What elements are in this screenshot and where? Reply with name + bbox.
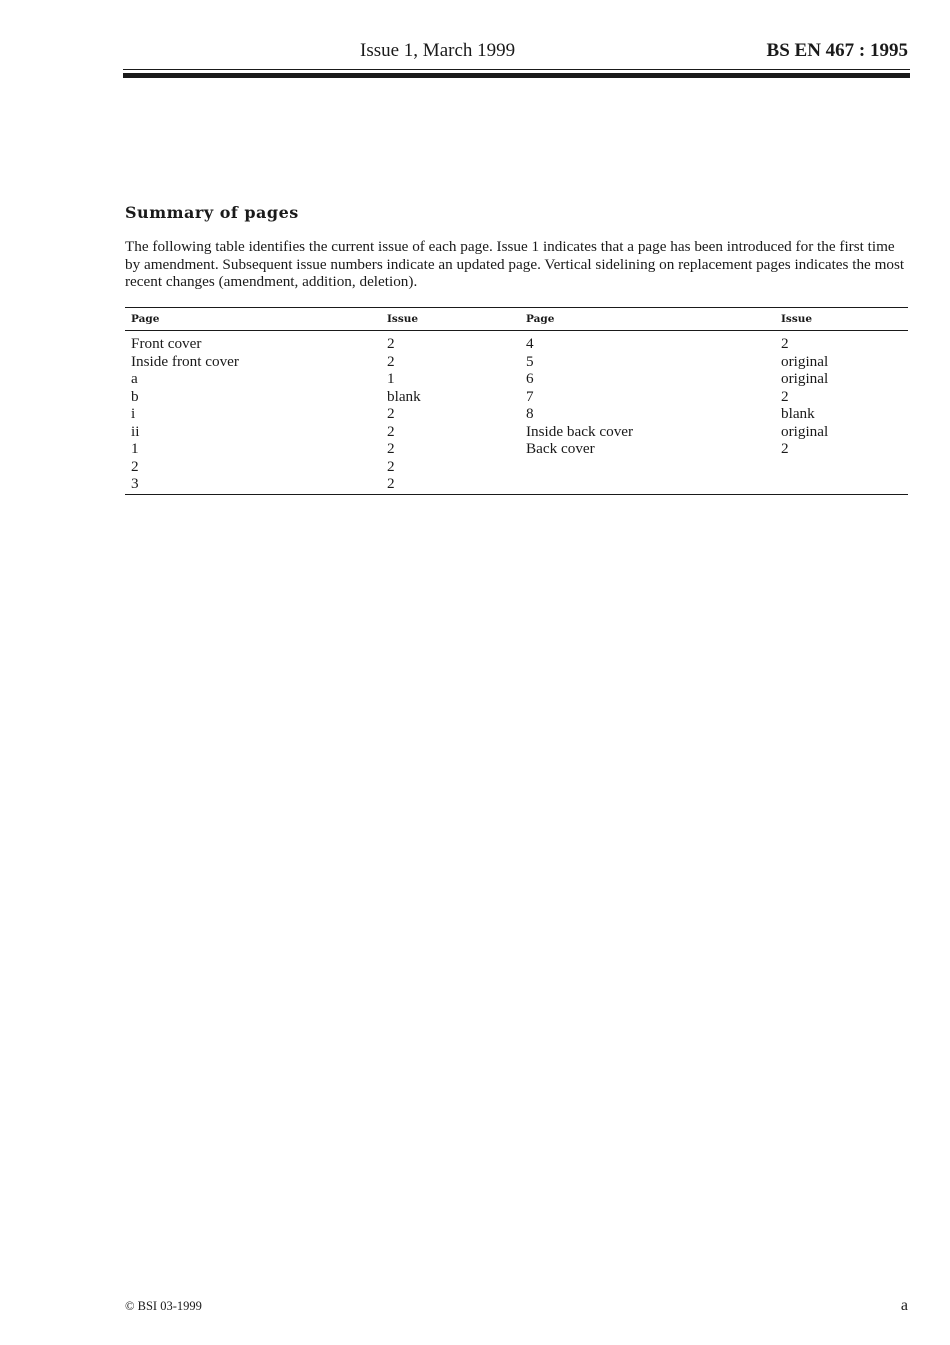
table-cell: a xyxy=(131,370,138,387)
table-cell: 8 xyxy=(526,405,534,422)
table-cell: 2 xyxy=(387,422,395,440)
header-issue: Issue 1, March 1999 xyxy=(360,40,516,61)
table-cell xyxy=(520,475,775,494)
table-cell: 5 xyxy=(526,352,534,370)
table-cell: 2 xyxy=(387,405,395,422)
table-row xyxy=(125,353,908,371)
table-cell: original xyxy=(781,352,829,370)
table-cell: 1 xyxy=(131,440,139,457)
table-cell: 2 xyxy=(387,475,395,492)
table-cell: i xyxy=(131,405,136,422)
table-row xyxy=(125,440,908,458)
table-row xyxy=(125,458,908,476)
table-cell: blank xyxy=(781,405,815,422)
header-rule-thin xyxy=(123,69,910,70)
column-header-issue: Issue xyxy=(775,308,908,331)
table-cell: 2 xyxy=(781,440,789,457)
footer-page-label: a xyxy=(900,1297,908,1314)
table-row xyxy=(125,423,908,441)
table-cell: 6 xyxy=(526,370,534,387)
table-cell: Front cover xyxy=(131,335,202,352)
table-row xyxy=(125,331,908,353)
table-cell: 1 xyxy=(387,370,395,387)
summary-of-pages-table xyxy=(125,307,908,495)
table-cell: 2 xyxy=(387,335,395,352)
table-cell xyxy=(520,458,775,476)
table-cell: 3 xyxy=(131,475,139,492)
table-cell: 2 xyxy=(387,440,395,457)
table-cell: Back cover xyxy=(526,440,595,457)
table-cell: original xyxy=(781,422,829,440)
table-cell: 2 xyxy=(781,387,789,405)
table-cell: 2 xyxy=(781,335,789,352)
section-intro: The following table identifies the current issue of each page. Issue 1 indicates that a page has been introduced for the first time by amendment. Subsequent issue numbers indicate an updated page. Vertical sidelining on replacement pages indicates the most recent changes (amendment, addition, deletion). xyxy=(125,238,905,290)
header-rule-thick xyxy=(123,73,910,78)
table-cell: Inside front cover xyxy=(131,352,239,370)
table-row xyxy=(125,388,908,406)
table-row xyxy=(125,475,908,494)
table-cell: blank xyxy=(387,387,421,405)
table-row xyxy=(125,405,908,423)
section-title: Summary of pages xyxy=(125,203,299,222)
table-cell: original xyxy=(781,370,829,387)
column-header-page: Page xyxy=(520,308,775,331)
table-row xyxy=(125,370,908,388)
table-cell: 2 xyxy=(131,457,139,475)
column-header-page: Page xyxy=(125,308,381,331)
table-cell: 2 xyxy=(387,457,395,475)
table-cell: b xyxy=(131,387,139,405)
table-cell: 4 xyxy=(526,335,534,352)
table-cell xyxy=(775,475,908,494)
table-cell: Inside back cover xyxy=(526,422,634,440)
table-cell xyxy=(775,458,908,476)
header-document-id: BS EN 467 : 1995 xyxy=(766,40,908,61)
table-cell: 7 xyxy=(526,387,534,405)
footer-copyright: © BSI 03-1999 xyxy=(125,1299,202,1313)
table-header-row xyxy=(125,308,908,331)
table-cell: 2 xyxy=(387,352,395,370)
table-cell: ii xyxy=(131,422,140,440)
column-header-issue: Issue xyxy=(381,308,520,331)
